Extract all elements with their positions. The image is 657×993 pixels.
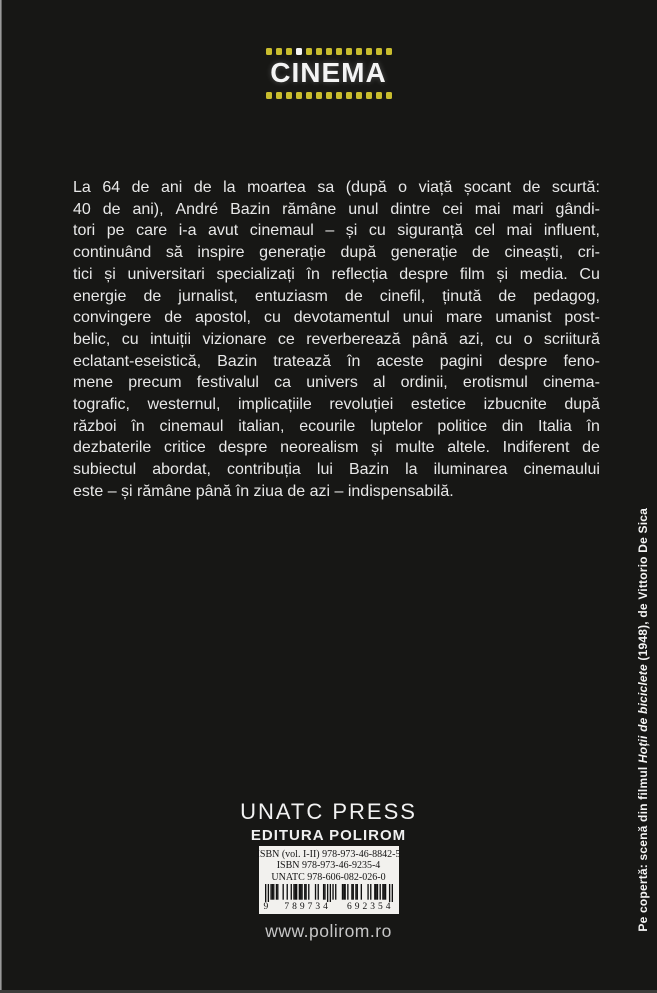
film-dot [276,48,282,55]
blurb [73,177,600,503]
blurb-line: belic, cu intuiții vizionare ce reverberează până azi, cu o scriitură [73,330,600,348]
film-dot [266,48,272,55]
barcode-digits [264,902,394,912]
film-dot-white [296,48,302,55]
blurb-line: dezbaterile critice despre neorealism și multe altele. Indiferent de [73,439,600,457]
blurb-line: tori pe care i-a avut cinemaul – și cu siguranță cel mai influent, [73,222,600,240]
barcode-digit-group-2: 692354 [347,902,394,912]
film-dot [316,92,322,99]
film-dot [386,92,392,99]
cinema-collection-logo [266,48,392,99]
blurb-line: convingere de apostol, cu devotamentul unui mare umanist post- [73,309,600,327]
blurb-line: tici și universitari specializați în reflecția despre film și media. Cu [73,265,600,283]
cover-photo-credit-text [636,508,650,932]
film-dot [376,48,382,55]
credit-film-title: Hoții de biciclete [636,664,650,764]
blurb-line: tografic, westernul, implicațiile revoluției estetice izbucnite după [73,396,600,414]
isbn-line: ISBN (vol. I-II) 978-973-46-8842-5 [256,849,401,860]
film-dot [356,48,362,55]
blurb-line: 40 de ani), André Bazin rămâne unul dintre cei mai mari gândi- [73,200,600,218]
blurb-line: energie de jurnalist, entuziasm de cinefil, ținută de pedagog, [73,287,600,305]
blurb-line: război în cinemaul italian, ecourile luptelor politice din Italia în [73,417,600,435]
blurb-line: eclatant-eseistică, Bazin tratează în aceste pagini despre feno- [73,352,600,370]
blurb-line: subiectul abordat, contribuția lui Bazin la iluminarea cinemaului [73,461,600,479]
film-dot [346,92,352,99]
blurb-line: La 64 de ani de la moartea sa (după o viață șocant de scurtă: [73,179,600,196]
film-dot [306,92,312,99]
film-dot [276,92,282,99]
isbn-line: ISBN 978-973-46-9235-4 [276,860,381,872]
film-dot [346,48,352,55]
collection-title: CINEMA [270,57,387,88]
publisher-website: www.polirom.ro [265,921,392,941]
credit-suffix: (1948), de Vittorio De Sica [636,508,650,665]
film-dot [366,48,372,55]
ean13-barcode [265,884,393,902]
film-dot [266,92,272,99]
barcode-digit-group-1: 789734 [284,902,331,912]
filmstrip-dots-bottom [266,92,392,99]
publisher-editura-polirom: EDITURA POLIROM [250,827,407,844]
credit-prefix: Pe copertă: scenă din filmul [636,763,650,932]
isbn-line: UNATC 978-606-082-026-0 [271,871,386,883]
film-dot [286,48,292,55]
cover-photo-credit [635,508,651,932]
film-dot [376,92,382,99]
film-dot [306,48,312,55]
film-dot [326,48,332,55]
film-dot [326,92,332,99]
page-edge-left [0,0,2,993]
film-dot [336,48,342,55]
isbn-lines [257,849,401,883]
film-dot [366,92,372,99]
isbn-barcode-box [256,846,401,914]
blurb-line: este – și rămâne până în ziua de azi – indispensabilă. [73,482,454,500]
blurb-line: continuând să inspire generație după generație de cineaști, cri- [73,244,600,262]
blurb-line: mene precum festivalul ca univers al ordinii, erotismul cinema- [73,374,600,392]
barcode-digit-first: 9 [263,902,269,912]
publisher-unatc-press: UNATC PRESS [240,799,417,824]
film-dot [286,92,292,99]
film-dot [296,92,302,99]
film-dot [336,92,342,99]
film-dot [386,48,392,55]
filmstrip-dots-top [266,48,392,55]
film-dot [356,92,362,99]
film-dot [316,48,322,55]
